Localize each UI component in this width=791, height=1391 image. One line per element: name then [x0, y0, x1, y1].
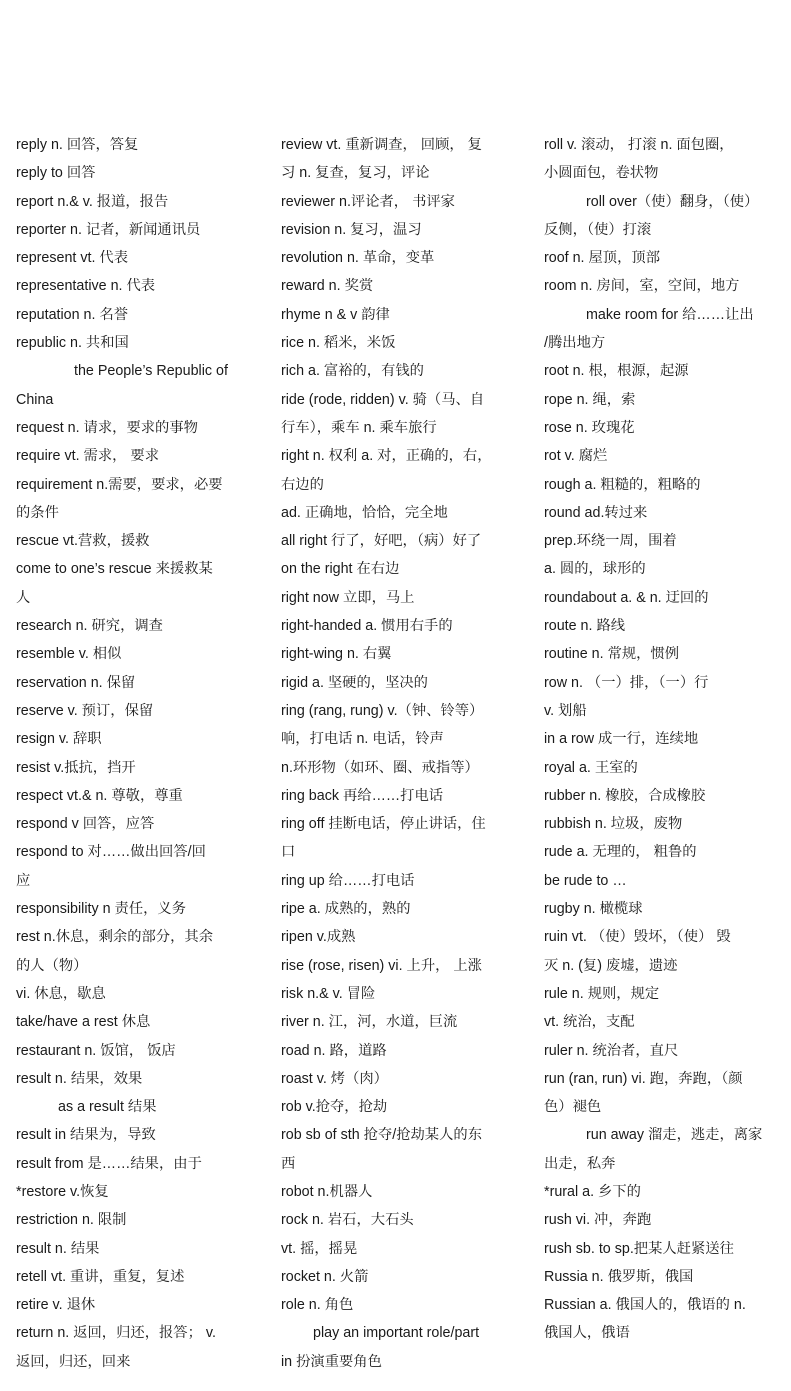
vocab-entry-line: 应 [16, 872, 31, 889]
vocab-entry-line: result in 结果为，导致 [16, 1127, 156, 1144]
vocab-entry-line: risk n.& v. 冒险 [281, 985, 376, 1002]
vocab-entry-line: Russian a. 俄国人的，俄语的 n. [544, 1297, 746, 1314]
column-2 [281, 131, 513, 1376]
vocab-entry-line: 右边的 [281, 476, 324, 493]
vocab-entry-line: rhyme n & v 韵律 [281, 306, 390, 323]
vocab-entry-line: roof n. 屋顶，顶部 [544, 250, 660, 267]
vocab-entry-line: 小圆面包，卷状物 [544, 165, 659, 182]
vocab-entry-line: rot v. 腐烂 [544, 448, 608, 465]
vocab-entry-line: river n. 江，河，水道，巨流 [281, 1014, 458, 1031]
vocab-entry-line: right-handed a. 惯用右手的 [281, 618, 453, 635]
vocab-entry-line: roll v. 滚动， 打滚 n. 面包圈， [544, 137, 734, 153]
vocab-entry-line: respond v 回答，应答 [16, 816, 155, 833]
vocab-entry-line: retire v. 退休 [16, 1297, 96, 1314]
vocab-entry-line: result from 是……结果，由于 [16, 1155, 202, 1172]
vocab-entry-line: rob v.抢夺，抢劫 [281, 1099, 388, 1116]
vocab-entry-line: revision n. 复习，温习 [281, 221, 422, 238]
vocab-entry-line: 习 n. 复查，复习，评论 [281, 165, 430, 182]
vocab-entry-line: rich a. 富裕的，有钱的 [281, 363, 424, 380]
vocab-entry-line: rude a. 无理的， 粗鲁的 [544, 844, 697, 861]
vocab-entry-line: review vt. 重新调查， 回顾， 复 [281, 137, 482, 153]
vocab-entry-line: prep.环绕一周，围着 [544, 533, 677, 550]
vocab-entry-line: 行车），乘车 n. 乘车旅行 [281, 419, 437, 436]
vocab-entry-line: 西 [281, 1155, 296, 1172]
vocab-entry-line: reward n. 奖赏 [281, 278, 374, 295]
vocab-entry-line: 口 [281, 844, 296, 861]
vocab-entry-line: rest n.休息，剩余的部分，其余 [16, 929, 213, 946]
vocab-entry-line: 反侧，（使）打滚 [544, 221, 652, 238]
vocab-entry-line: run away 溜走，逃走，离家 [586, 1127, 763, 1144]
vocab-entry-line: require vt. 需求， 要求 [16, 448, 159, 465]
vocab-entry-line: v. 划船 [544, 702, 587, 719]
vocab-entry-line: ride (rode, ridden) v. 骑（马、自 [281, 391, 485, 408]
vocab-entry-line: respect vt.& n. 尊敬，尊重 [16, 787, 183, 804]
vocab-entry-line: 俄国人，俄语 [544, 1325, 630, 1342]
vocab-entry-line: take/have a rest 休息 [16, 1014, 151, 1031]
vocab-entry-line: ring back 再给……打电话 [281, 787, 444, 804]
vocab-entry-line: result n. 结果 [16, 1240, 100, 1257]
vocab-entry-line: 的人（物） [16, 957, 88, 974]
vocab-entry-line: represent vt. 代表 [16, 250, 129, 267]
vocab-entry-line: right n. 权利 a. 对，正确的，右， [281, 448, 492, 465]
vocab-entry-line: role n. 角色 [281, 1297, 354, 1314]
vocab-entry-line: reply to 回答 [16, 165, 96, 182]
vocab-entry-line: routine n. 常规，惯例 [544, 646, 680, 663]
vocab-entry-line: robot n.机器人 [281, 1183, 373, 1200]
vocab-entry-line: 色）褪色 [544, 1099, 602, 1116]
vocab-entry-line: rigid a. 坚硬的，坚决的 [281, 674, 428, 691]
vocab-entry-line: rice n. 稻米，米饭 [281, 335, 396, 352]
vocab-entry-line: a. 圆的，球形的 [544, 561, 646, 578]
vocab-entry-line: rule n. 规则，规定 [544, 985, 660, 1002]
vocab-entry-line: reservation n. 保留 [16, 674, 136, 691]
vocab-entry-line: research n. 研究，调查 [16, 618, 163, 635]
vocab-entry-line: Russia n. 俄罗斯，俄国 [544, 1268, 694, 1285]
vocab-entry-line: all right 行了，好吧，（病）好了 [281, 533, 482, 550]
vocab-entry-line: rocket n. 火箭 [281, 1268, 369, 1285]
vocab-entry-line: reserve v. 预订，保留 [16, 702, 154, 719]
vocab-entry-line: *restore v.恢复 [16, 1183, 109, 1200]
vocab-entry-line: right now 立即，马上 [281, 589, 415, 606]
vocab-entry-line: be rude to … [544, 872, 627, 889]
vocab-entry-line: reporter n. 记者，新闻通讯员 [16, 221, 201, 238]
vocab-entry-line: reply n. 回答，答复 [16, 137, 139, 153]
vocab-entry-line: result n. 结果，效果 [16, 1070, 143, 1087]
vocab-entry-line: 的条件 [16, 504, 59, 521]
vocab-entry-line: make room for 给……让出 [586, 306, 754, 323]
vocab-entry-line: roast v. 烤（肉） [281, 1070, 388, 1087]
vocab-entry-line: restriction n. 限制 [16, 1212, 127, 1229]
vocab-entry-line: 灭 n. (复) 废墟，遗迹 [544, 957, 678, 974]
vocab-entry-line: rose n. 玫瑰花 [544, 419, 635, 436]
vocab-entry-line: in 扮演重要角色 [281, 1353, 382, 1370]
vocab-entry-line: vt. 摇，摇晃 [281, 1240, 358, 1257]
vocab-entry-line: resist v.抵抗，挡开 [16, 759, 136, 776]
vocab-entry-line: resign v. 辞职 [16, 731, 102, 748]
vocab-entry-line: responsibility n 责任，义务 [16, 901, 187, 918]
vocab-entry-line: right-wing n. 右翼 [281, 646, 392, 663]
vocab-entry-line: representative n. 代表 [16, 278, 156, 295]
vocab-entry-line: *rural a. 乡下的 [544, 1183, 641, 1200]
vocab-entry-line: vt. 统治，支配 [544, 1014, 635, 1031]
vocab-entry-line: rubber n. 橡胶，合成橡胶 [544, 787, 706, 804]
vocab-entry-line: ad. 正确地，恰恰，完全地 [281, 504, 448, 521]
vocab-entry-line: roll over（使）翻身，（使） [586, 193, 759, 210]
vocab-entry-line: republic n. 共和国 [16, 335, 129, 352]
vocab-entry-line: play an important role/part [313, 1325, 480, 1342]
vocab-entry-line: 返回，归还，回来 [16, 1353, 131, 1370]
vocab-entry-line: request n. 请求，要求的事物 [16, 419, 198, 436]
vocab-entry-line: come to one’s rescue 来援救某 [16, 561, 213, 578]
vocab-entry-line: rugby n. 橄榄球 [544, 901, 643, 918]
vocab-entry-line: 人 [16, 589, 31, 606]
vocab-entry-line: rob sb of sth 抢夺/抢劫某人的东 [281, 1127, 482, 1144]
vocab-entry-line: ruler n. 统治者，直尺 [544, 1042, 679, 1059]
vocab-entry-line: ruin vt. （使）毁坏，（使） 毁 [544, 929, 731, 946]
vocab-entry-line: royal a. 王室的 [544, 759, 638, 776]
vocab-entry-line: rush sb. to sp.把某人赶紧送往 [544, 1240, 734, 1257]
vocab-entry-line: ring (rang, rung) v.（钟、铃等） [281, 702, 484, 719]
vocab-entry-line: ripen v.成熟 [281, 929, 356, 946]
vocab-entry-line: rope n. 绳，索 [544, 391, 636, 408]
vocab-entry-line: China [16, 391, 54, 408]
vocab-entry-line: round ad.转过来 [544, 504, 648, 521]
vocab-entry-line: ripe a. 成熟的，熟的 [281, 901, 411, 918]
vocab-entry-line: the People’s Republic of [74, 363, 228, 380]
vocab-entry-line: vi. 休息，歇息 [16, 985, 106, 1002]
vocab-entry-line: in a row 成一行，连续地 [544, 731, 699, 748]
vocab-entry-line: row n. （一）排，（一）行 [544, 674, 709, 691]
vocab-entry-line: ring off 挂断电话，停止讲话，住 [281, 816, 486, 833]
column-1 [16, 131, 252, 1376]
vocab-entry-line: 响，打电话 n. 电话，铃声 [281, 731, 444, 748]
vocab-entry-line: restaurant n. 饭馆， 饭店 [16, 1042, 176, 1059]
vocab-entry-line: rough a. 粗糙的，粗略的 [544, 476, 701, 493]
vocab-entry-line: return n. 返回，归还，报答； v. [16, 1325, 216, 1342]
column-3 [544, 131, 776, 1348]
vocab-entry-line: n.环形物（如环、圈、戒指等） [281, 759, 479, 776]
vocab-entry-line: requirement n.需要，要求，必要 [16, 476, 223, 493]
vocab-entry-line: reputation n. 名誉 [16, 306, 129, 323]
vocab-entry-line: roundabout a. & n. 迂回的 [544, 589, 709, 606]
vocab-entry-line: rush vi. 冲，奔跑 [544, 1212, 652, 1229]
vocab-entry-line: route n. 路线 [544, 618, 626, 635]
vocab-entry-line: rescue vt.营救，援救 [16, 533, 150, 550]
vocab-entry-line: rock n. 岩石，大石头 [281, 1212, 414, 1229]
vocab-entry-line: on the right 在右边 [281, 561, 400, 578]
vocab-entry-line: road n. 路，道路 [281, 1042, 387, 1059]
vocab-entry-line: /腾出地方 [544, 335, 606, 352]
vocab-entry-line: 出走，私奔 [544, 1155, 616, 1172]
vocab-entry-line: root n. 根，根源，起源 [544, 363, 689, 380]
vocab-entry-line: retell vt. 重讲，重复，复述 [16, 1268, 185, 1285]
vocab-entry-line: rise (rose, risen) vi. 上升， 上涨 [281, 957, 482, 974]
vocab-entry-line: as a result 结果 [58, 1099, 157, 1116]
vocab-entry-line: resemble v. 相似 [16, 646, 122, 663]
vocab-entry-line: run (ran, run) vi. 跑，奔跑，（颜 [544, 1070, 743, 1087]
vocab-entry-line: revolution n. 革命，变革 [281, 250, 435, 267]
vocab-entry-line: rubbish n. 垃圾，废物 [544, 816, 683, 833]
vocab-entry-line: reviewer n.评论者， 书评家 [281, 193, 455, 210]
vocab-entry-line: respond to 对……做出回答/回 [16, 844, 206, 861]
vocab-entry-line: room n. 房间，室，空间，地方 [544, 278, 740, 295]
vocab-entry-line: report n.& v. 报道，报告 [16, 193, 169, 210]
vocab-entry-line: ring up 给……打电话 [281, 872, 415, 889]
